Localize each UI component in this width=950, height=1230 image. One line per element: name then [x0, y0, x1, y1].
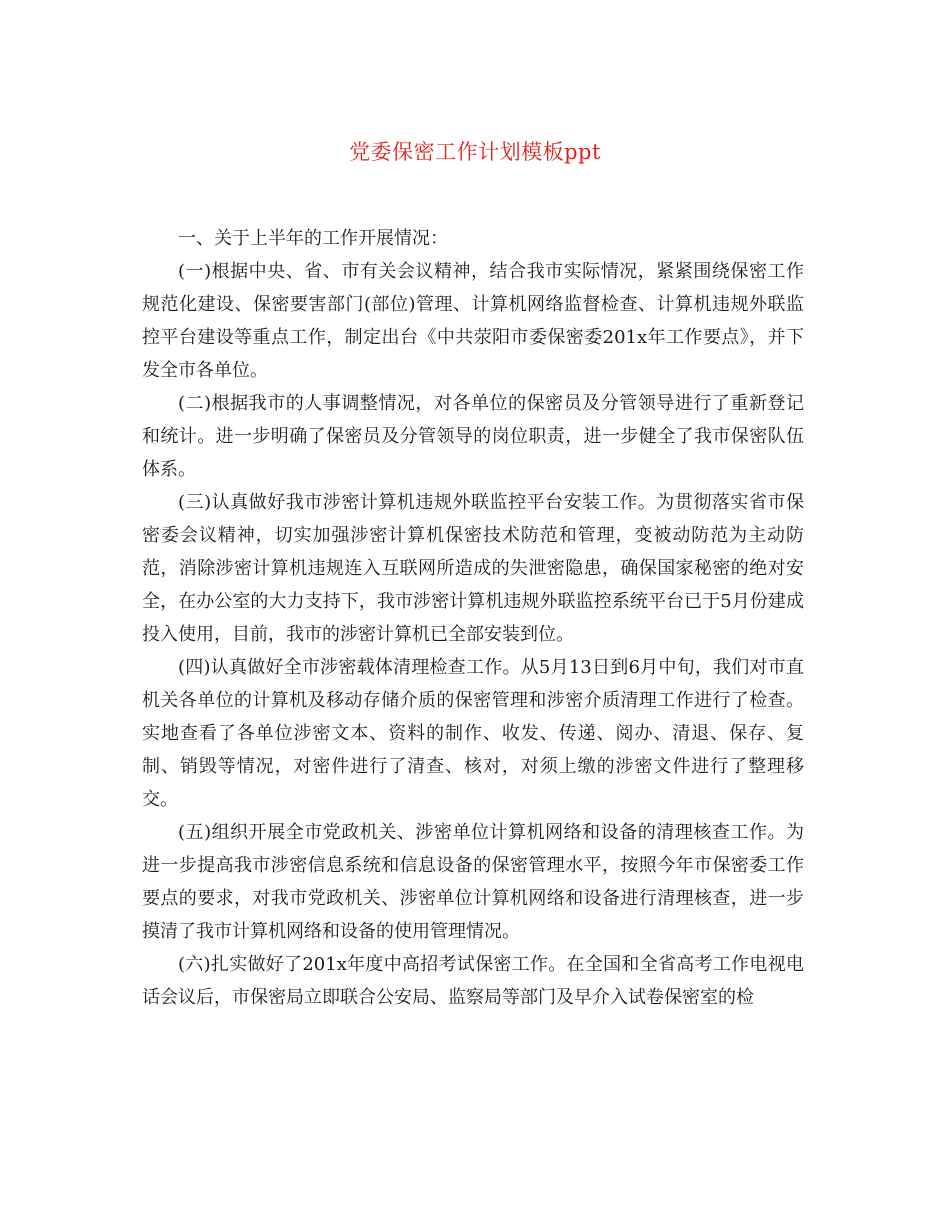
- section-heading-first-half: 一、关于上半年的工作开展情况：: [178, 228, 448, 249]
- paragraph-6: (六)扎实做好了201x年度中高招考试保密工作。在全国和全省高考工作电视电话会议后，市保密局立即联合公安局、监察局等部门及早介入试卷保密室的检: [142, 954, 804, 1008]
- paragraph-5: (五)组织开展全市党政机关、涉密单位计算机网络和设备的清理核查工作。为进一步提高我市涉密信息系统和信息设备的保密管理水平，按照今年市保密委工作要点的要求，对我市党政机关、涉密单位计算机网络和设备进行清理核查，进一步摸清了我市计算机网络和设备的使用管理情况。: [142, 822, 804, 942]
- document-title: 党委保密工作计划模板ppt: [349, 140, 601, 164]
- paragraph-4: (四)认真做好全市涉密载体清理检查工作。从5月13日到6月中旬，我们对市直机关各单位的计算机及移动存储介质的保密管理和涉密介质清理工作进行了检查。实地查看了各单位涉密文本、资料的制作、收发、传递、阅办、清退、保存、复制、销毁等情况，对密件进行了清查、核对，对须上缴的涉密文件进行了整理移交。: [142, 657, 804, 810]
- paragraph-1: (一)根据中央、省、市有关会议精神，结合我市实际情况，紧紧围绕保密工作规范化建设、保密要害部门(部位)管理、计算机网络监督检查、计算机违规外联监控平台建设等重点工作，制定出台《中共荥阳市委保密委201x年工作要点》，并下发全市各单位。: [142, 261, 804, 381]
- document-body: [142, 222, 804, 1014]
- paragraph-2: (二)根据我市的人事调整情况，对各单位的保密员及分管领导进行了重新登记和统计。进一步明确了保密员及分管领导的岗位职责，进一步健全了我市保密队伍体系。: [142, 393, 804, 480]
- paragraph-3: (三)认真做好我市涉密计算机违规外联监控平台安装工作。为贯彻落实省市保密委会议精神，切实加强涉密计算机保密技术防范和管理，变被动防范为主动防范，消除涉密计算机违规连入互联网所造成的失泄密隐患，确保国家秘密的绝对安全，在办公室的大力支持下，我市涉密计算机违规外联监控系统平台已于5月份建成投入使用，目前，我市的涉密计算机已全部安装到位。: [142, 492, 804, 645]
